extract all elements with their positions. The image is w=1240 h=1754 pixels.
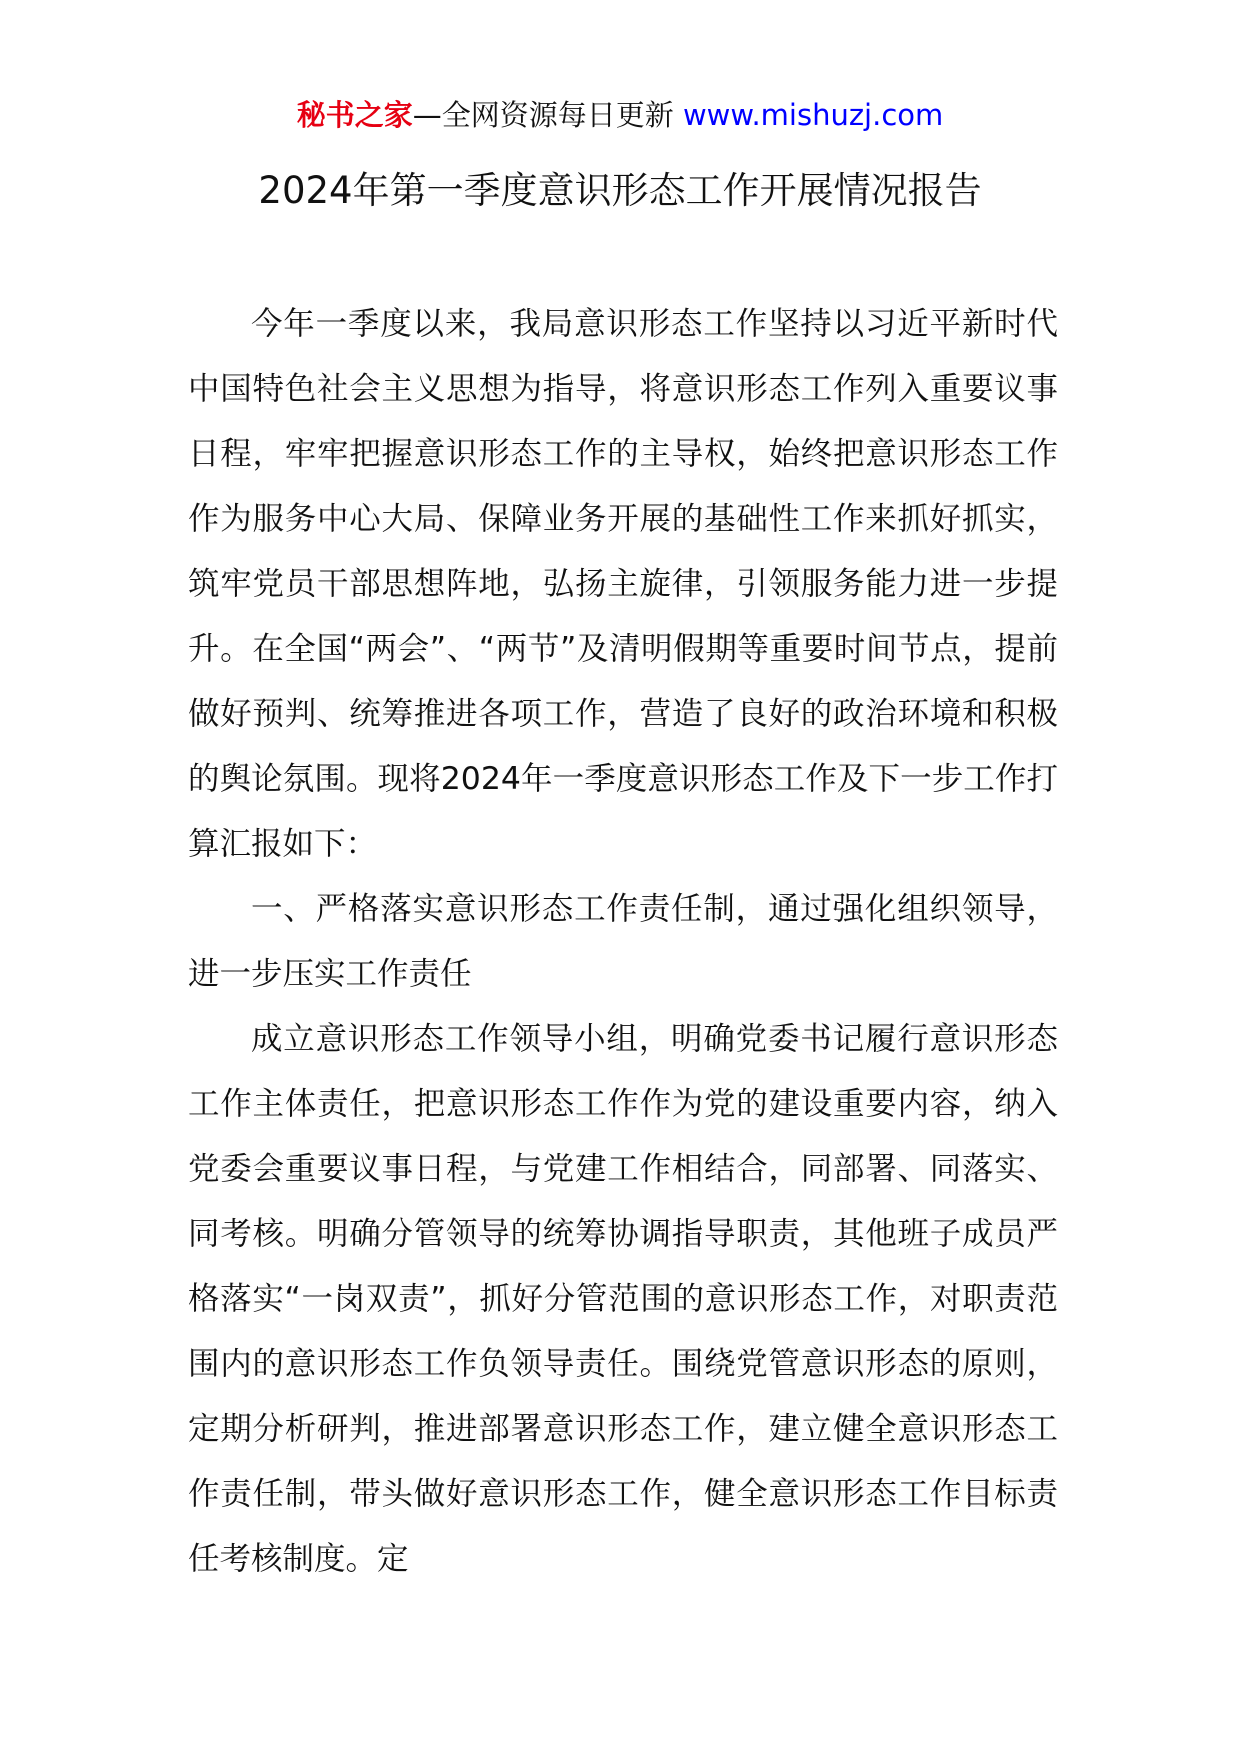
paragraph-section-1: 成立意识形态工作领导小组，明确党委书记履行意识形态工作主体责任，把意识形态工作作为党的建设重要内容，纳入党委会重要议事日程，与党建工作相结合，同部署、同落实、同考核。明确分管领导的统筹协调指导职责，其他班子成员严格落实“一岗双责”，抓好分管范围的意识形态工作，对职责范围内的意识形态工作负领导责任。围绕党管意识形态的原则，定期分析研判，推进部署意识形态工作，建立健全意识形态工作责任制，带头做好意识形态工作，健全意识形态工作目标责任考核制度。定 [188, 1021, 1058, 1577]
paragraph-intro: 今年一季度以来，我局意识形态工作坚持以习近平新时代中国特色社会主义思想为指导，将意识形态工作列入重要议事日程，牢牢把握意识形态工作的主导权，始终把意识形态工作作为服务中心大局、保障业务开展的基础性工作来抓好抓实，筑牢党员干部思想阵地，弘扬主旋律，引领服务能力进一步提升。在全国“两会”、“两节”及清明假期等重要时间节点，提前做好预判、统筹推进各项工作，营造了良好的政治环境和积极的舆论氛围。现将2024年一季度意识形态工作及下一步工作打算汇报如下： [188, 306, 1058, 862]
site-banner [0, 98, 1240, 132]
section-heading-1: 一、严格落实意识形态工作责任制，通过强化组织领导，进一步压实工作责任 [188, 891, 1058, 992]
site-brand: 秘书之家 [296, 98, 413, 132]
site-tagline: —全网资源每日更新 [412, 98, 683, 132]
document-title: 2024年第一季度意识形态工作开展情况报告 [258, 169, 982, 212]
document-body [188, 292, 1058, 1592]
site-url-link[interactable]: www.mishuzj.com [682, 98, 944, 132]
